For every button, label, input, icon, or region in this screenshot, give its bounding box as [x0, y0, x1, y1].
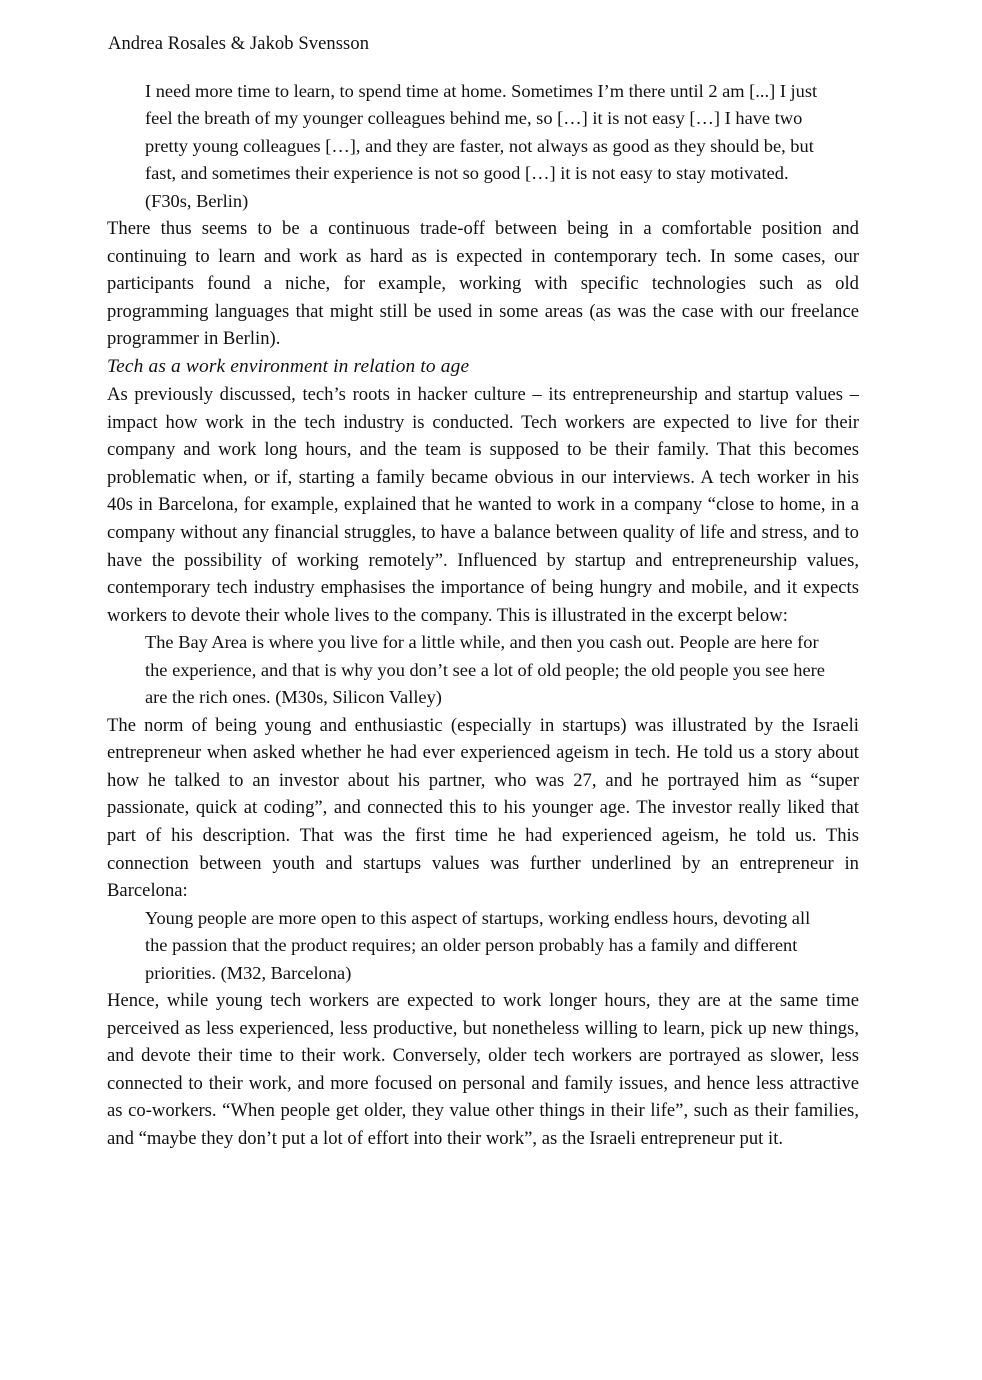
block-quote-2: The Bay Area is where you live for a little while, and then you cash out. People are here for the experience, and that is why you don’t see a lot of old people; the old people you see here are the rich ones. (M30s, Silicon Valley)	[145, 632, 825, 708]
paragraph-4: Hence, while young tech workers are expected to work longer hours, they are at the same time perceived as less experienced, less productive, but nonetheless willing to learn, pick up new things, and devote their time to their work. Conversely, older tech workers are portrayed as slower, less connected to their work, and more focused on personal and family issues, and hence less attractive as co-workers. “When people get older, they value other things in their life”, such as their families, and “maybe they don’t put a lot of effort into their work”, as the Israeli entrepreneur put it.	[107, 989, 859, 1149]
block-quote-1: I need more time to learn, to spend time at home. Sometimes I’m there until 2 am [...] I just feel the breath of my younger colleagues behind me, so […] it is not easy […] I have two pretty young colleagues […], and they are faster, not always as good as they should be, but fast, and sometimes their experience is not so good […] it is not easy to stay motivated. (F30s, Berlin)	[145, 81, 818, 211]
block-quote-3: Young people are more open to this aspect of startups, working endless hours, devoting all the passion that the product requires; an older person probably has a family and different priorities. (M32, Barcelona)	[145, 907, 811, 983]
paragraph-1: There thus seems to be a continuous trade-off between being in a comfortable position and continuing to learn and work as hard as is expected in contemporary tech. In some cases, our participants found a niche, for example, working with specific technologies such as old programming languages that might still be used in some areas (as was the case with our freelance programmer in Berlin).	[107, 218, 859, 350]
text-column	[107, 78, 859, 1153]
paragraph-3: The norm of being young and enthusiastic (especially in startups) was illustrated by the Israeli entrepreneur when asked whether he had ever experienced ageism in tech. He told us a story about how he talked to an investor about his partner, who was 27, and he portrayed him as “super passionate, quick at coding”, and connected this to his younger age. The investor really liked that part of his description. That was the first time he had experienced ageism, he told us. This connection between youth and startups values was further underlined by an entrepreneur in Barcelona:	[107, 714, 859, 902]
section-heading: Tech as a work environment in relation to age	[107, 356, 470, 377]
paragraph-2: As previously discussed, tech’s roots in hacker culture – its entrepreneurship and startup values – impact how work in the tech industry is conducted. Tech workers are expected to live for their company and work long hours, and the team is supposed to be their family. That this becomes problematic when, or if, starting a family became obvious in our interviews. A tech worker in his 40s in Barcelona, for example, explained that he wanted to work in a company “close to home, in a company without any financial struggles, to have a balance between quality of life and stress, and to have the possibility of working remotely”. Influenced by startup and entrepreneurship values, contemporary tech industry emphasises the importance of being hungry and mobile, and it expects workers to devote their whole lives to the company. This is illustrated in the excerpt below:	[107, 384, 859, 626]
running-head: Andrea Rosales & Jakob Svensson	[108, 34, 370, 54]
